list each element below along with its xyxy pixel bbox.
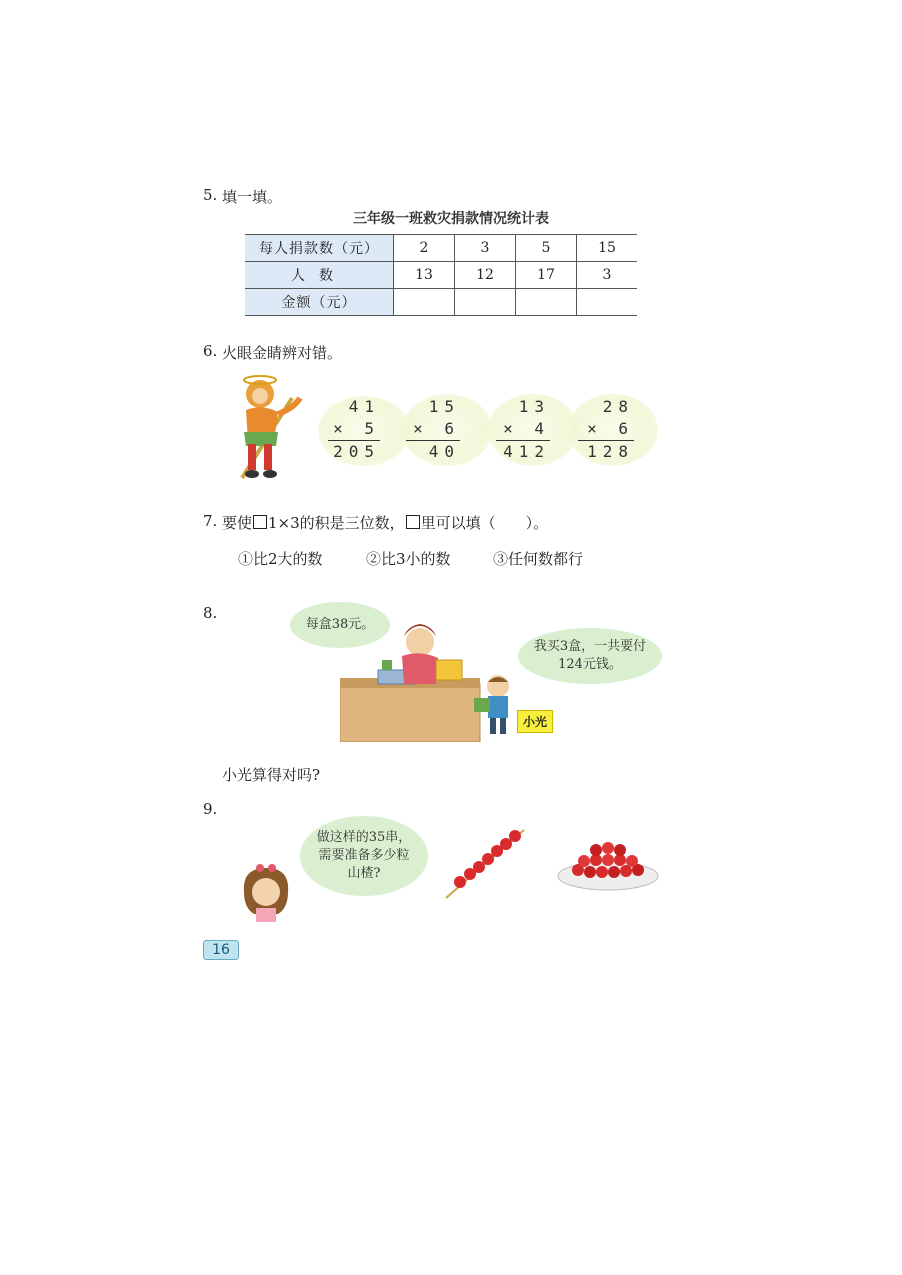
monkey-king-illustration (222, 368, 310, 480)
product: 40 (406, 440, 460, 463)
q7-prompt (222, 512, 548, 533)
row-label: 每人捐款数（元） (245, 235, 394, 262)
multiplicand: 13 (518, 397, 550, 416)
boy-speech-bubble: 我买3盒，一共要付124元钱。 (518, 628, 662, 684)
q8-question: 小光算得对吗? (222, 766, 321, 784)
product: 412 (496, 440, 550, 463)
answer-cell[interactable] (455, 289, 516, 316)
product: 128 (578, 440, 634, 463)
table-cell: 15 (577, 235, 638, 262)
multiplier: × 4 (503, 419, 550, 438)
table-cell: 3 (455, 235, 516, 262)
multiplier: × 5 (333, 419, 380, 438)
option-3[interactable]: ③任何数都行 (493, 550, 584, 568)
table-cell: 13 (394, 262, 455, 289)
table-cell: 3 (577, 262, 638, 289)
q7-text-c: 里可以填（ ）。 (420, 514, 549, 532)
girl-speech-bubble: 做这样的35串，需要准备多少粒山楂? (300, 816, 428, 896)
multiplicand: 15 (428, 397, 460, 416)
girl-illustration (238, 862, 294, 922)
donation-table (245, 234, 637, 316)
calculation (406, 396, 460, 463)
page-number-badge: 16 (203, 940, 239, 960)
table-cell: 2 (394, 235, 455, 262)
q6-prompt: 火眼金睛辨对错。 (222, 344, 343, 362)
row-label: 人数 (245, 262, 394, 289)
shop-counter-illustration (340, 612, 520, 742)
answer-cell[interactable] (577, 289, 638, 316)
blank-box[interactable] (253, 515, 267, 529)
name-tag: 小光 (517, 710, 553, 733)
table-title: 三年级一班救灾捐款情况统计表 (353, 211, 549, 227)
table-cell: 5 (516, 235, 577, 262)
calculation (328, 396, 380, 463)
calculation (578, 396, 634, 463)
q7-number: 7. (203, 512, 218, 530)
option-2[interactable]: ②比3小的数 (366, 550, 451, 568)
option-1[interactable]: ①比2大的数 (238, 550, 323, 568)
plate-of-hawthorns-icon (556, 830, 660, 894)
answer-cell[interactable] (516, 289, 577, 316)
q7-text-a: 要使 (222, 514, 253, 532)
q8-number: 8. (203, 604, 218, 622)
blank-box[interactable] (406, 515, 420, 529)
row-label: 金额（元） (245, 289, 394, 316)
answer-cell[interactable] (394, 289, 455, 316)
candied-haws-skewer-icon (440, 822, 530, 902)
price-speech-bubble: 每盒38元。 (290, 602, 390, 648)
q6-number: 6. (203, 342, 218, 360)
q5-prompt: 填一填。 (222, 188, 283, 206)
table-row (245, 235, 637, 262)
multiplicand: 28 (602, 397, 634, 416)
table-cell: 12 (455, 262, 516, 289)
table-row (245, 262, 637, 289)
product: 205 (328, 440, 380, 463)
multiplier: × 6 (413, 419, 460, 438)
q9-number: 9. (203, 800, 218, 818)
calculation (496, 396, 550, 463)
table-row (245, 289, 637, 316)
q5-number: 5. (203, 186, 218, 204)
table-cell: 17 (516, 262, 577, 289)
q7-text-b: 1×3的积是三位数， (268, 514, 405, 532)
multiplier: × 6 (587, 419, 634, 438)
multiplicand: 41 (348, 397, 380, 416)
